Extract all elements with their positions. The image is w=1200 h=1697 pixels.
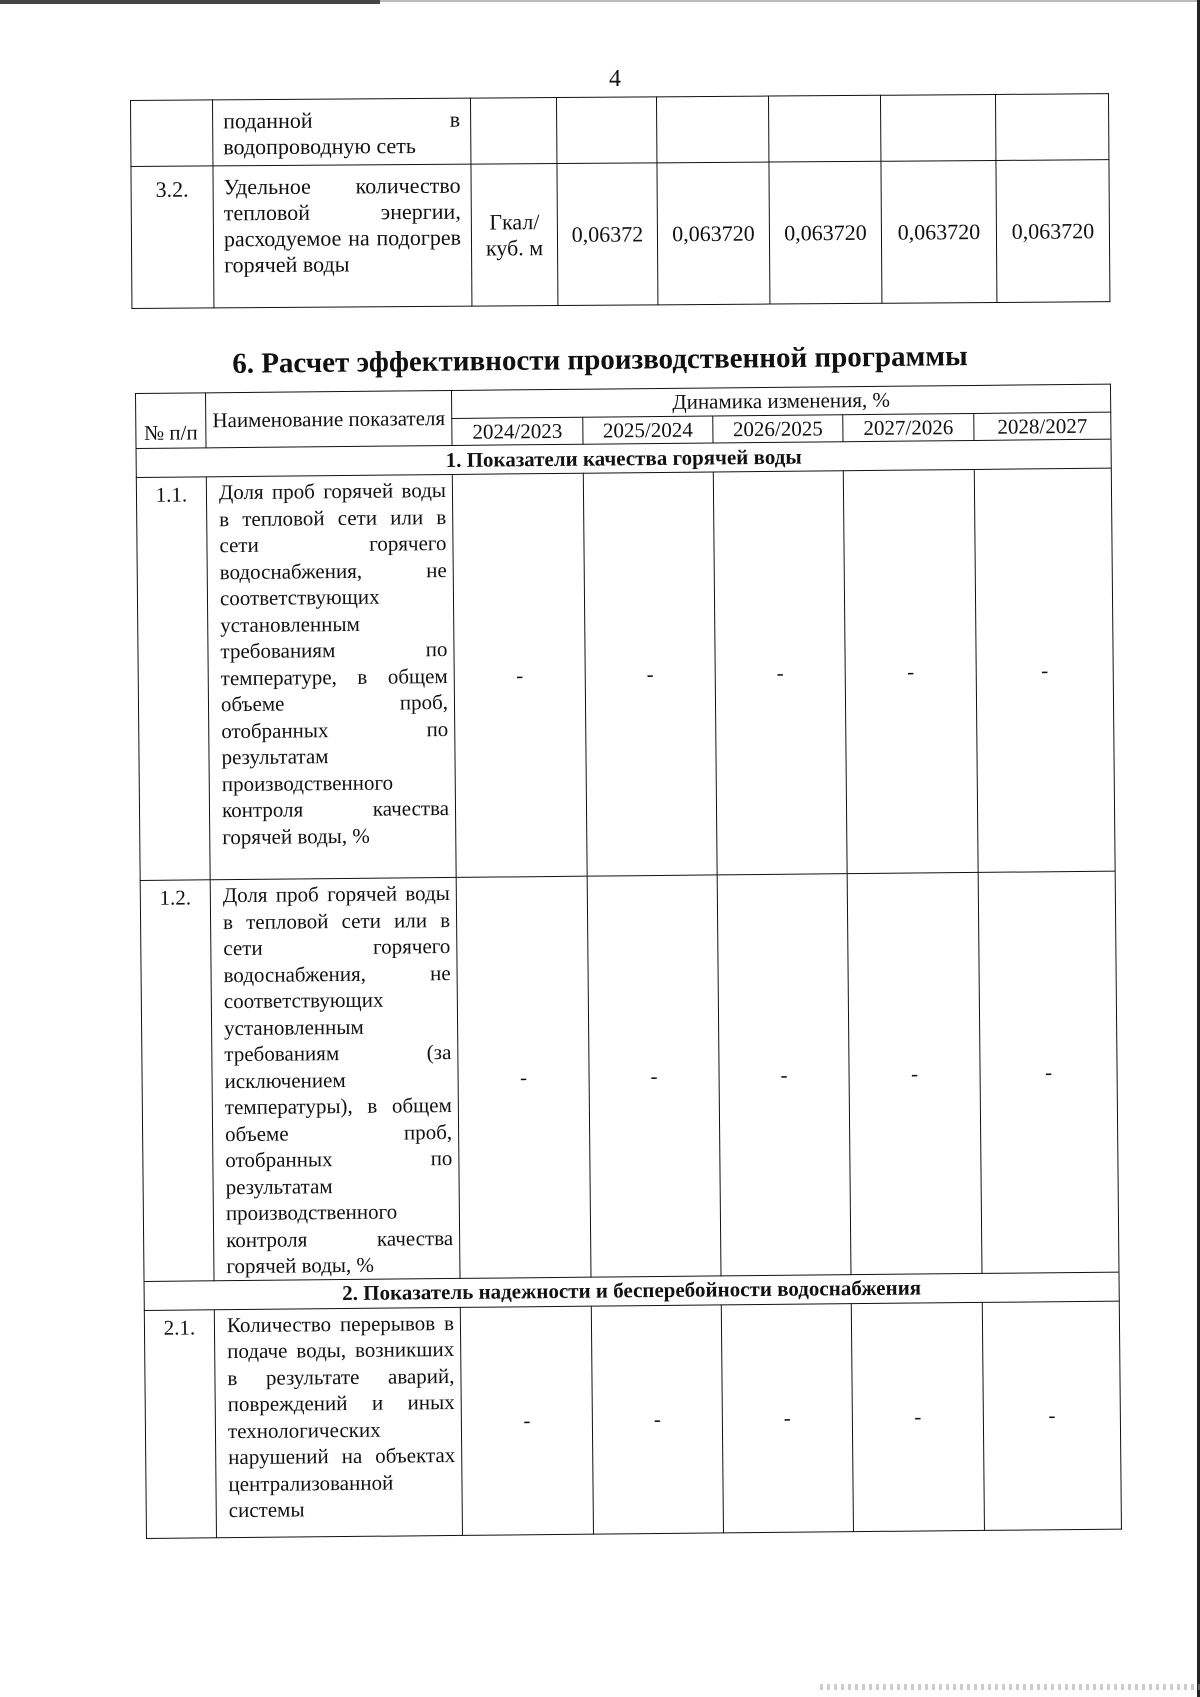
row-number: 3.2.: [131, 166, 214, 309]
value-cell: 0,063720: [881, 160, 997, 303]
table-row: [140, 871, 1119, 1281]
value-cell: [556, 97, 656, 164]
value-cell: -: [587, 875, 721, 1277]
page-number: 4: [609, 66, 621, 92]
value-cell: -: [591, 1304, 723, 1533]
table-row: [144, 1301, 1121, 1538]
value-cell: -: [583, 472, 717, 876]
value-cell: [768, 95, 880, 162]
indicator-name: Доля проб горячей воды в тепловой сети или в сети горячего водоснабжения, не соответствующих установленным требованиям по температуре, в общем объеме проб, отобранных по результатам производственного контроля качества горячей воды, %: [206, 474, 456, 879]
value-cell: 0,063720: [769, 161, 882, 304]
value-cell: [656, 96, 768, 163]
value-cell: 0,063720: [996, 160, 1110, 303]
indicator-name: Удельное количество тепловой энергии, расходуемое на подогрев горячей воды: [213, 164, 472, 308]
indicator-name: Доля проб горячей воды в тепловой сети или в сети горячего водоснабжения, не соответствующих установленным требованиям (за исключением температуры), в общем объеме проб, отобранных по результатам производственного контроля качества горячей воды, %: [210, 877, 460, 1280]
year-header: 2024/2023: [452, 417, 583, 446]
value-cell: -: [717, 874, 851, 1276]
year-header: 2025/2024: [583, 415, 713, 444]
scan-edge: [0, 0, 380, 4]
row-number: 2.1.: [144, 1309, 216, 1538]
unit-cell: [470, 98, 556, 165]
header-name: Наименование показателя: [206, 390, 453, 447]
scan-edge: [380, 0, 1200, 2]
group-title: 2. Показатель надежности и бесперебойности водоснабжения: [144, 1272, 1119, 1310]
group-title: 1. Показатели качества горячей воды: [136, 439, 1111, 477]
scan-noise: [820, 1684, 1200, 1690]
table-row: [131, 160, 1110, 309]
unit-cell: Гкал/ куб. м: [471, 164, 558, 307]
year-header: 2028/2027: [974, 412, 1111, 441]
row-number: [131, 100, 213, 167]
indicator-name: поданной в водопроводную сеть: [213, 98, 471, 166]
efficiency-table: [135, 384, 1122, 1539]
continuation-table: [130, 93, 1110, 309]
row-number: 1.2.: [140, 880, 214, 1281]
value-cell: -: [851, 1302, 984, 1531]
value-cell: 0,063720: [657, 162, 770, 305]
header-number: № п/п: [136, 393, 207, 449]
value-cell: [880, 94, 995, 161]
value-cell: -: [460, 1306, 593, 1535]
value-cell: -: [847, 872, 982, 1274]
indicator-name: Количество перерывов в подаче воды, возникших в результате аварий, повреждений и иных технологических нарушений на объектах централизованной системы: [214, 1307, 462, 1537]
value-cell: -: [456, 876, 591, 1278]
value-cell: 0,06372: [557, 163, 658, 306]
header-dynamics: Динамика изменения, %: [451, 384, 1110, 418]
section-title: 6. Расчет эффективности производственной программы: [232, 340, 968, 380]
value-cell: -: [982, 1301, 1121, 1530]
year-header: 2026/2025: [713, 414, 843, 443]
table-row: [136, 468, 1115, 880]
year-header: 2027/2026: [843, 413, 974, 442]
value-cell: -: [452, 473, 587, 877]
value-cell: -: [978, 871, 1119, 1273]
table-row: [131, 94, 1109, 167]
value-cell: [995, 94, 1108, 161]
row-number: 1.1.: [136, 477, 210, 881]
value-cell: -: [974, 468, 1115, 872]
value-cell: -: [721, 1303, 853, 1532]
value-cell: -: [843, 469, 978, 873]
value-cell: -: [713, 471, 847, 875]
